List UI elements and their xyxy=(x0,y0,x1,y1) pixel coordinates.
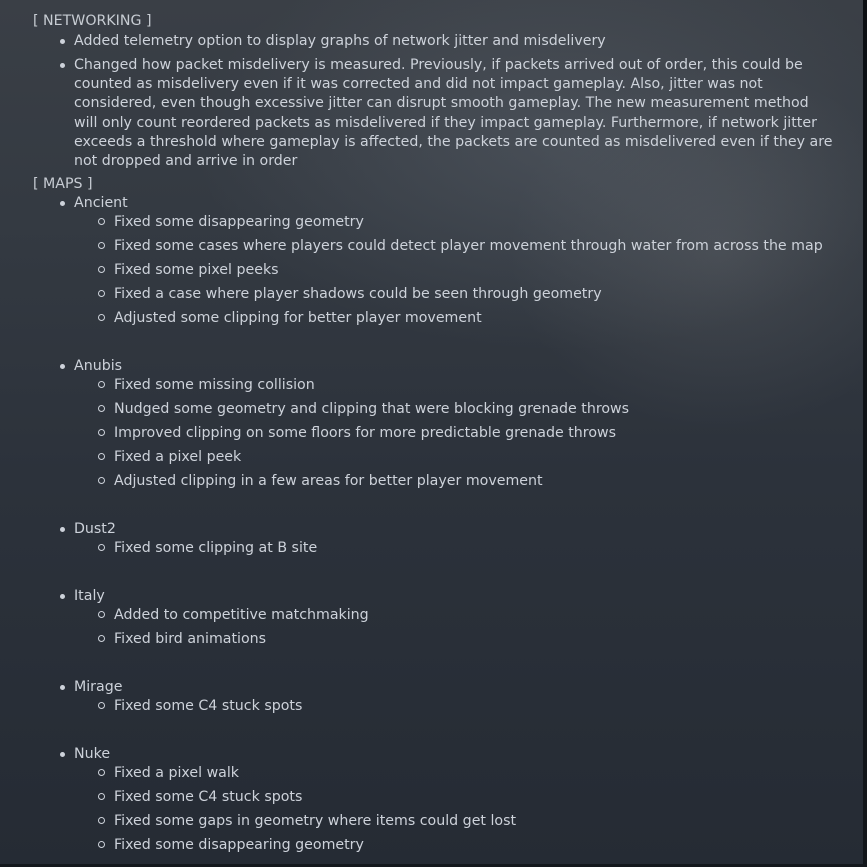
map-fix-item: Added to competitive matchmaking xyxy=(114,606,369,625)
map-fix-item: Fixed some C4 stuck spots xyxy=(114,697,302,716)
maps-section-title: [ MAPS ] xyxy=(33,176,93,192)
networking-item: Added telemetry option to display graphs of network jitter and misdelivery xyxy=(74,32,834,51)
map-item-dust2: Dust2 xyxy=(74,520,116,539)
map-fix-item: Fixed some cases where players could detect player movement through water from across the map xyxy=(114,237,823,256)
map-fix-item: Fixed a pixel peek xyxy=(114,448,241,467)
map-fix-item: Adjusted clipping in a few areas for better player movement xyxy=(114,472,543,491)
map-item-mirage: Mirage xyxy=(74,678,122,697)
map-item-nuke: Nuke xyxy=(74,745,110,764)
networking-item: Changed how packet misdelivery is measured. Previously, if packets arrived out of order, this could be counted as misdelivery even if it was corrected and did not impact gameplay. Also, jitter was not considered, even though excessive jitter can disrupt smooth gameplay. The new measurement method will only count reordered packets as misdelivered if they impact gameplay. Furthermore, if network jitter exceeds a threshold where gameplay is affected, the packets are counted as misdelivered even if they are not dropped and arrive in order xyxy=(74,56,834,171)
map-fix-item: Nudged some geometry and clipping that were blocking grenade throws xyxy=(114,400,629,419)
map-fix-item: Fixed some pixel peeks xyxy=(114,261,279,280)
map-item-italy: Italy xyxy=(74,587,105,606)
map-fix-item: Adjusted some clipping for better player movement xyxy=(114,309,482,328)
map-fix-item: Fixed a pixel walk xyxy=(114,764,239,783)
map-fix-item: Fixed some C4 stuck spots xyxy=(114,788,302,807)
map-fix-item: Improved clipping on some floors for more predictable grenade throws xyxy=(114,424,616,443)
map-item-ancient: Ancient xyxy=(74,194,128,213)
map-fix-item: Fixed some disappearing geometry xyxy=(114,213,364,232)
scrollbar-track[interactable] xyxy=(863,0,867,867)
map-fix-item: Fixed bird animations xyxy=(114,630,266,649)
map-fix-item: Fixed some gaps in geometry where items could get lost xyxy=(114,812,516,831)
map-item-anubis: Anubis xyxy=(74,357,122,376)
map-fix-item: Fixed some disappearing geometry xyxy=(114,836,364,855)
map-fix-item: Fixed some clipping at B site xyxy=(114,539,317,558)
networking-section-title: [ NETWORKING ] xyxy=(33,13,152,29)
map-fix-item: Fixed a case where player shadows could be seen through geometry xyxy=(114,285,602,304)
map-fix-item: Fixed some missing collision xyxy=(114,376,315,395)
